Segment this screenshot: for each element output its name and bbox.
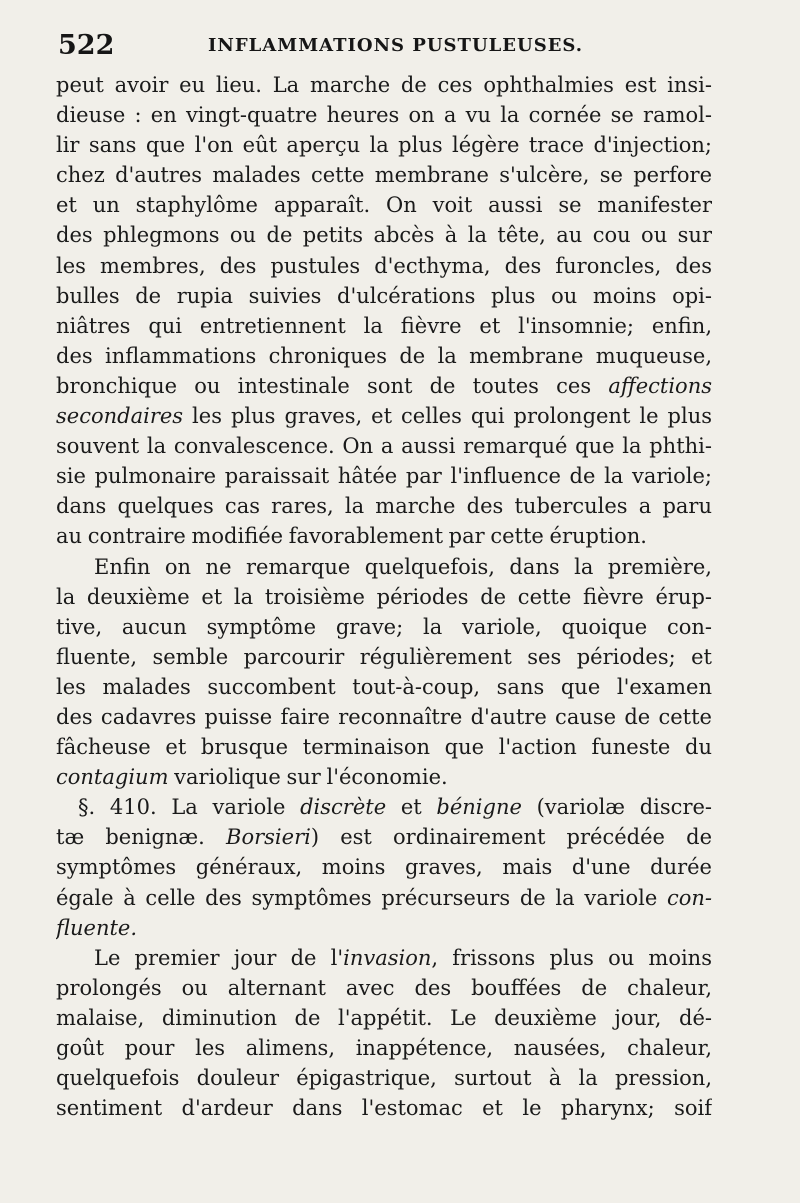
- line-text: au contraire modifiée favorablement par cette éruption.: [56, 524, 647, 549]
- line-text: Le premier jour de l': [94, 945, 344, 970]
- text-line: [56, 401, 712, 431]
- line-text: symptômes généraux, moins graves, mais d'une durée: [56, 855, 712, 880]
- italic-text: Borsieri: [226, 825, 311, 850]
- text-line: [56, 762, 712, 792]
- italic-text: invasion: [343, 945, 432, 970]
- line-text: niâtres qui entretiennent la fièvre et l'insomnie; enfin,: [56, 313, 712, 338]
- line-text: sie pulmonaire paraissait hâtée par l'influence de la variole;: [56, 464, 712, 489]
- text-line: [56, 160, 712, 190]
- line-text: ) est ordinairement précédée de: [310, 825, 712, 850]
- italic-text: fluente.: [56, 915, 138, 940]
- text-line: [56, 251, 712, 281]
- line-text: les plus graves, et celles qui prolongent le plus: [183, 404, 712, 429]
- text-line: [56, 973, 712, 1003]
- line-text: des cadavres puisse faire reconnaître d'autre cause de cette: [56, 704, 712, 729]
- line-text: peut avoir eu lieu. La marche de ces ophthalmies est insi-: [56, 73, 712, 97]
- line-text: égale à celle des symptômes précurseurs de la variole: [56, 885, 667, 910]
- text-line: [56, 732, 712, 762]
- line-text: prolongés ou alternant avec des bouffées de chaleur,: [56, 975, 712, 1000]
- line-text: variolique sur l'économie.: [168, 765, 448, 790]
- running-head: INFLAMMATIONS PUSTULEUSES.: [208, 35, 584, 56]
- text-line: [56, 491, 712, 521]
- text-line: [56, 1033, 712, 1063]
- body-text: [56, 70, 712, 1123]
- text-line: [56, 702, 712, 732]
- text-line: [56, 311, 712, 341]
- italic-text: contagium: [56, 765, 169, 790]
- line-text: sentiment d'ardeur dans l'estomac et le pharynx; soif: [56, 1096, 712, 1121]
- text-line: [56, 341, 712, 371]
- line-text: bronchique ou intestinale sont de toutes ces: [56, 373, 609, 398]
- text-line: [56, 1003, 712, 1033]
- text-line: [56, 100, 712, 130]
- line-text: malaise, diminution de l'appétit. Le deuxième jour, dé-: [56, 1005, 712, 1030]
- line-text: et: [386, 795, 437, 820]
- line-text: goût pour les alimens, inappétence, nausées, chaleur,: [56, 1036, 712, 1060]
- line-text: tive, aucun symptôme grave; la variole, quoique con-: [56, 614, 712, 639]
- line-text: bulles de rupia suivies d'ulcérations plus ou moins opi-: [56, 283, 712, 308]
- line-text: , frissons plus ou moins: [431, 945, 712, 970]
- line-text: chez d'autres malades cette membrane s'ulcère, se perfore: [56, 163, 712, 188]
- line-text: des phlegmons ou de petits abcès à la tête, au cou ou sur: [56, 223, 712, 248]
- line-text: et un staphylôme apparaît. On voit aussi se manifester: [56, 193, 712, 218]
- line-text: lir sans que l'on eût aperçu la plus légère trace d'injection;: [56, 133, 712, 158]
- line-text: fluente, semble parcourir régulièrement ses périodes; et: [56, 644, 712, 669]
- text-line: [56, 281, 712, 311]
- text-line: [56, 822, 712, 852]
- text-line: [56, 521, 712, 551]
- line-text: Enfin on ne remarque quelquefois, dans la première,: [94, 554, 712, 579]
- text-line: [56, 913, 712, 943]
- line-text: tæ benignæ.: [56, 825, 227, 850]
- italic-text: affections: [608, 373, 712, 398]
- text-line: [56, 461, 712, 491]
- page-number: 522: [58, 30, 115, 61]
- text-line: [56, 220, 712, 250]
- text-line: [56, 130, 712, 160]
- line-text: fâcheuse et brusque terminaison que l'action funeste du: [56, 735, 712, 760]
- line-text: la deuxième et la troisième périodes de cette fièvre érup-: [56, 584, 712, 609]
- line-text: (variolæ discre-: [521, 795, 712, 820]
- line-text: des inflammations chroniques de la membrane muqueuse,: [56, 343, 712, 368]
- line-text: les malades succombent tout-à-coup, sans que l'examen: [56, 674, 712, 699]
- text-line: [56, 552, 712, 582]
- text-line: [56, 371, 712, 401]
- text-line: [56, 943, 712, 973]
- line-text: souvent la convalescence. On a aussi remarqué que la phthi-: [56, 434, 712, 459]
- line-text: dieuse : en vingt-quatre heures on a vu la cornée se ramol-: [56, 103, 712, 128]
- italic-text: con-: [666, 885, 712, 910]
- page-header: [58, 30, 758, 64]
- text-line: [56, 792, 712, 822]
- text-line: [56, 883, 712, 913]
- text-line: [56, 431, 712, 461]
- italic-text: discrète: [300, 795, 387, 820]
- line-text: §. 410. La variole: [78, 795, 301, 820]
- text-line: [56, 1093, 712, 1123]
- text-line: [56, 642, 712, 672]
- text-line: [56, 672, 712, 702]
- line-text: quelquefois douleur épigastrique, surtout à la pression,: [56, 1066, 712, 1091]
- text-line: [56, 852, 712, 882]
- text-line: [56, 612, 712, 642]
- line-text: dans quelques cas rares, la marche des tubercules a paru: [56, 494, 712, 519]
- text-line: [56, 190, 712, 220]
- text-line: [56, 1063, 712, 1093]
- line-text: les membres, des pustules d'ecthyma, des furoncles, des: [56, 253, 712, 278]
- italic-text: bénigne: [436, 795, 522, 820]
- text-line: [56, 70, 712, 100]
- text-line: [56, 582, 712, 612]
- italic-text: secondaires: [56, 404, 184, 429]
